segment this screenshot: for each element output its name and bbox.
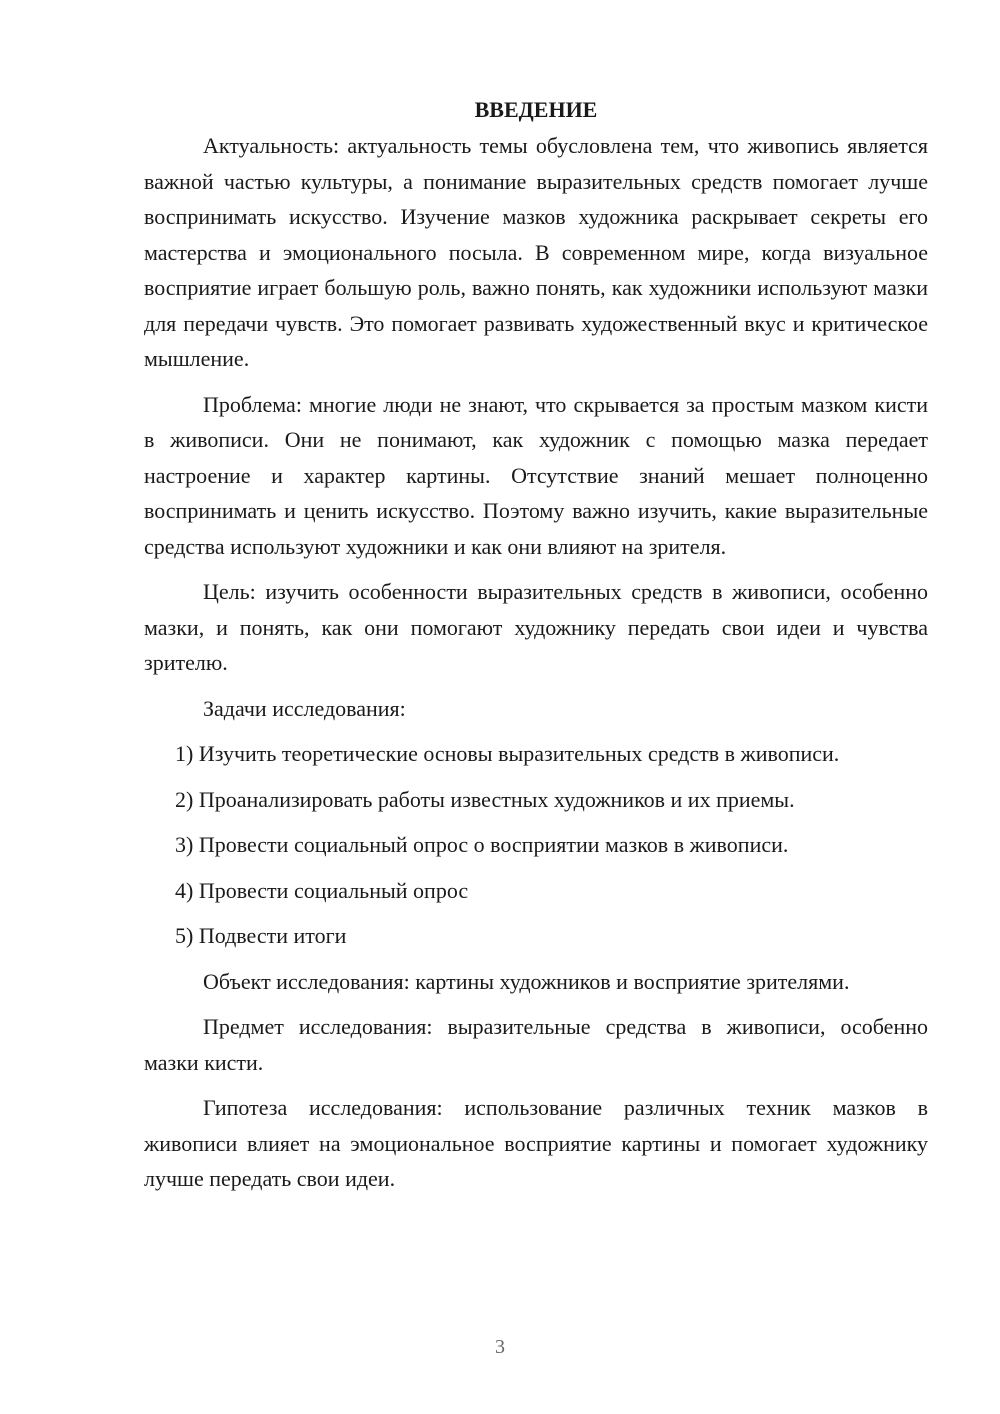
paragraph-hypothesis: Гипотеза исследования: использование различных техник мазков в живописи влияет на эмоциональное восприятие картины и помогает художнику лучше передать свои идеи. (144, 1095, 928, 1191)
document-page (144, 92, 928, 1207)
list-item: 2) Проанализировать работы известных художников и их приемы. (175, 786, 795, 812)
list-item: 5) Подвести итоги (175, 923, 347, 948)
paragraph-goal: Цель: изучить особенности выразительных средств в живописи, особенно мазки, и понять, как они помогают художнику передать свои идеи и чувства зрителю. (144, 579, 928, 675)
list-item: 1) Изучить теоретические основы выразительных средств в живописи. (175, 741, 840, 766)
paragraph-object: Объект исследования: картины художников и восприятие зрителями. (203, 968, 850, 994)
list-item: 3) Провести социальный опрос о восприятии мазков в живописи. (175, 832, 789, 857)
section-title: ВВЕДЕНИЕ (474, 97, 598, 122)
paragraph-problem: Проблема: многие люди не знают, что скрывается за простым мазком кисти в живописи. Они не понимают, как художник с помощью мазка передает настроение и характер картины. Отсутствие знаний мешает полноценно воспринимать и ценить искусство. Поэтому важно изучить, какие выразительные средства используют художники и как они влияют на зрителя. (144, 391, 928, 559)
paragraph-subject: Предмет исследования: выразительные средства в живописи, особенно мазки кисти. (144, 1014, 928, 1075)
tasks-heading: Задачи исследования: (203, 695, 406, 721)
list-item: 4) Провести социальный опрос (175, 877, 469, 903)
paragraph-relevance: Актуальность: актуальность темы обусловлена тем, что живопись является важной частью культуры, а понимание выразительных средств помогает лучше воспринимать искусство. Изучение мазков художника раскрывает секреты его мастерства и эмоционального посыла. В современном мире, когда визуальное восприятие играет большую роль, важно понять, как художники используют мазки для передачи чувств. Это помогает развивать художественный вкус и критическое мышление. (144, 133, 928, 371)
tasks-list (144, 736, 928, 954)
page-number: 3 (495, 1336, 505, 1358)
